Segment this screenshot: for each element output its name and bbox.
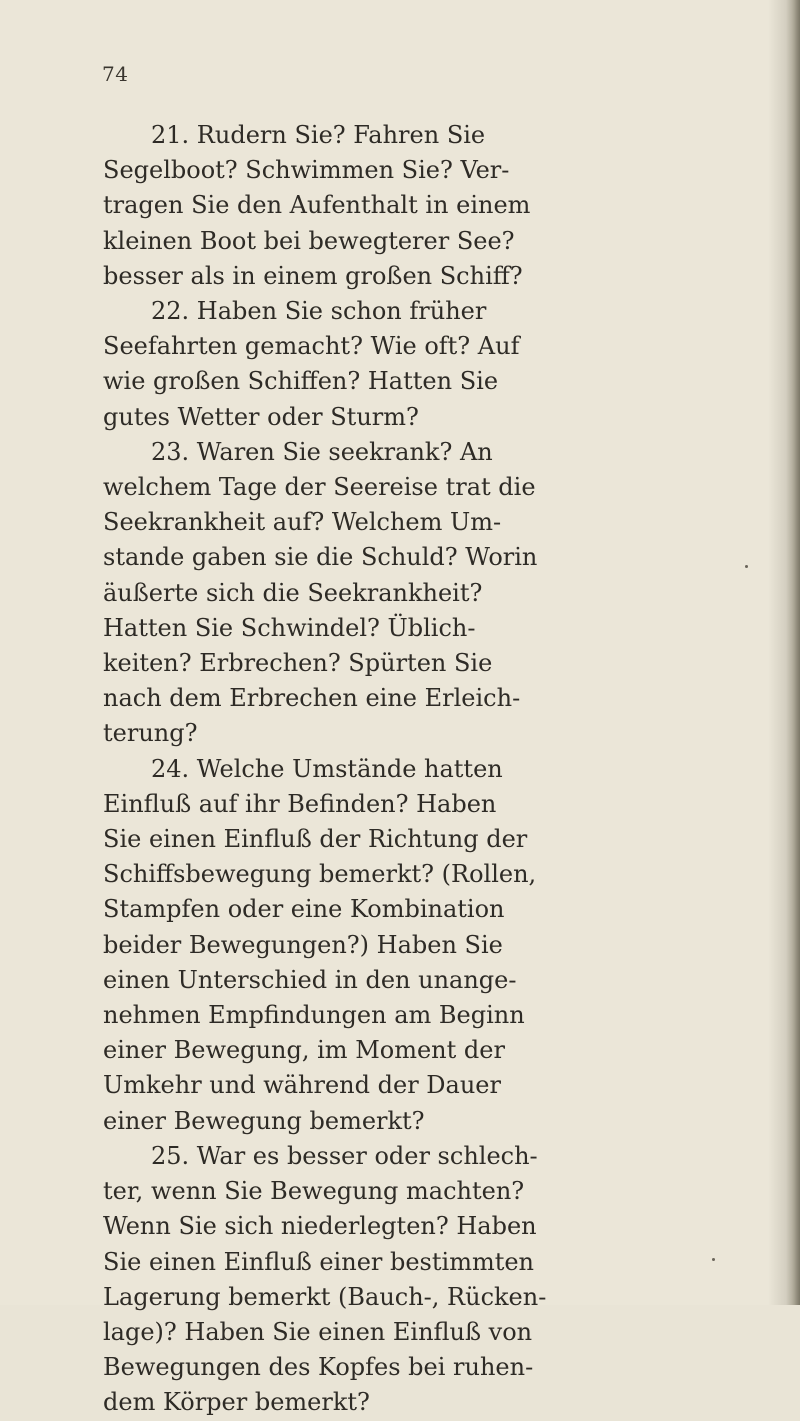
text-line: lage)? Haben Sie einen Einfluß von <box>103 1317 533 1346</box>
text-line: Sie einen Einfluß der Richtung der <box>103 825 528 854</box>
text-line: keiten? Erbrechen? Spürten Sie <box>103 649 493 678</box>
question-21 <box>103 118 531 294</box>
page-edge-shadow <box>786 0 800 1305</box>
text-line: ter, wenn Sie Bewegung machten? <box>103 1177 525 1206</box>
text-line: 25. War es besser oder schlech- <box>151 1141 538 1170</box>
text-line: nehmen Empfindungen am Beginn <box>103 1001 525 1030</box>
text-line: wie großen Schiffen? Hatten Sie <box>103 367 499 396</box>
question-24 <box>103 752 537 1139</box>
text-line: Seekrankheit auf? Welchem Um- <box>103 508 502 537</box>
text-line: dem Körper bemerkt? <box>103 1388 370 1417</box>
page-number: 74 <box>102 62 129 86</box>
text-line: Sie einen Einfluß einer bestimmten <box>103 1247 535 1276</box>
text-line: tragen Sie den Aufenthalt in einem <box>103 191 531 220</box>
text-line: Bewegungen des Kopfes bei ruhen- <box>103 1353 534 1382</box>
question-22 <box>103 294 520 435</box>
text-line: stande gaben sie die Schuld? Worin <box>103 543 538 572</box>
text-line: Lagerung bemerkt (Bauch-, Rücken- <box>103 1282 547 1311</box>
text-line: gutes Wetter oder Sturm? <box>103 402 419 431</box>
text-line: welchem Tage der Seereise trat die <box>103 473 536 502</box>
text-line: Segelboot? Schwimmen Sie? Ver- <box>103 156 510 185</box>
question-25 <box>103 1139 547 1421</box>
paper-speck <box>712 1258 715 1261</box>
text-line: kleinen Boot bei bewegterer See? <box>103 226 515 255</box>
text-line: einer Bewegung bemerkt? <box>103 1106 425 1135</box>
text-line: 21. Rudern Sie? Fahren Sie <box>151 121 486 149</box>
text-line: 24. Welche Umstände hatten <box>151 754 503 783</box>
text-line: 23. Waren Sie seekrank? An <box>151 437 493 466</box>
text-line: Seefahrten gemacht? Wie oft? Auf <box>103 332 520 361</box>
text-line: Einfluß auf ihr Befinden? Haben <box>103 789 497 818</box>
text-line: besser als in einem großen Schiff? <box>103 261 523 290</box>
text-line: Hatten Sie Schwindel? Üblich- <box>103 613 476 642</box>
text-line: einen Unterschied in den unange- <box>103 965 517 994</box>
text-line: Stampfen oder eine Kombination <box>103 895 505 924</box>
question-23 <box>103 435 538 752</box>
text-line: Wenn Sie sich niederlegten? Haben <box>103 1212 537 1241</box>
text-line: Umkehr und während der Dauer <box>103 1071 501 1100</box>
text-line: 22. Haben Sie schon früher <box>151 297 487 326</box>
text-line: beider Bewegungen?) Haben Sie <box>103 930 503 959</box>
text-line: terung? <box>103 719 198 748</box>
text-line: nach dem Erbrechen eine Erleich- <box>103 684 521 713</box>
text-line: äußerte sich die Seekrankheit? <box>103 578 483 607</box>
question-list <box>103 118 547 1421</box>
paper-speck <box>745 565 748 568</box>
text-line: einer Bewegung, im Moment der <box>103 1036 505 1065</box>
text-line: Schiffsbewegung bemerkt? (Rollen, <box>103 860 537 889</box>
